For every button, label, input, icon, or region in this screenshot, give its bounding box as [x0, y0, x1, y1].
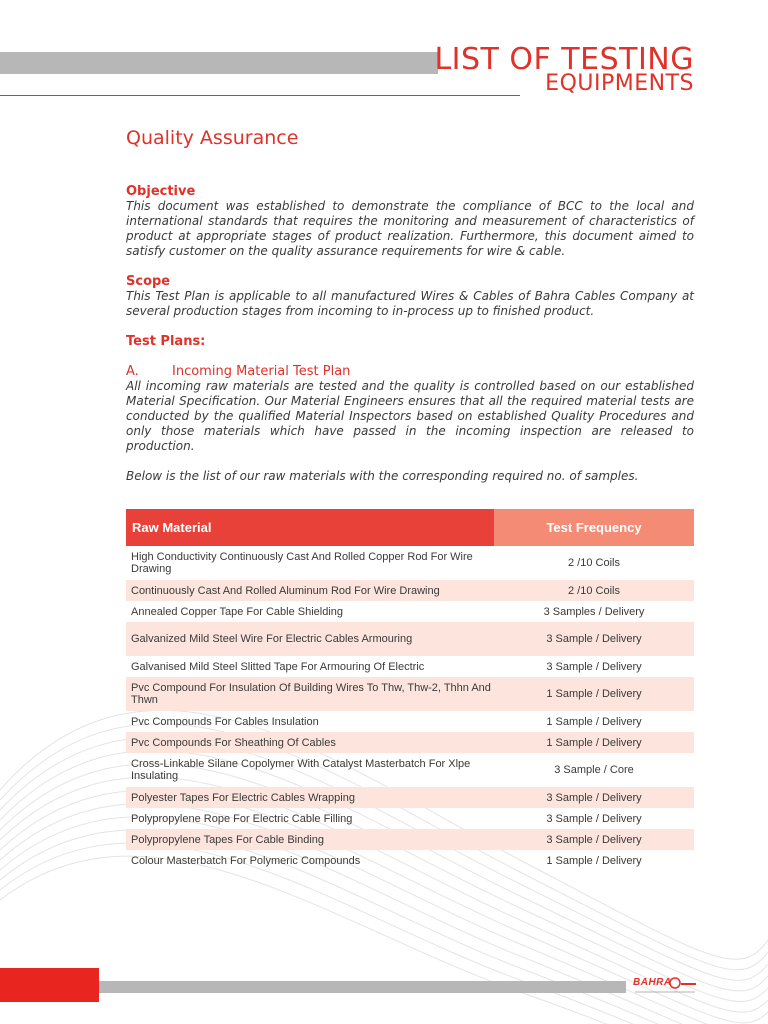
frequency-cell: 1 Sample / Delivery [546, 715, 642, 728]
frequency-cell: 1 Sample / Delivery [546, 854, 642, 867]
frequency-cell: 3 Sample / Delivery [546, 660, 642, 673]
frequency-cell: 1 Sample / Delivery [494, 677, 694, 711]
table-row [126, 677, 694, 711]
table-row [126, 711, 694, 732]
frequency-cell: 1 Sample / Delivery [494, 732, 694, 753]
material-cell: Cross-Linkable Silane Copolymer With Catalyst Masterbatch For Xlpe Insulating [131, 758, 471, 782]
material-cell: Annealed Copper Tape For Cable Shielding [131, 605, 343, 618]
logo-mark-icon [633, 977, 697, 997]
page-title: LIST OF TESTING [434, 42, 694, 77]
footer-gray-bar [99, 981, 626, 993]
table-row [126, 732, 694, 753]
header-red-rule [0, 95, 520, 96]
incoming-plan-title: Incoming Material Test Plan [172, 364, 351, 379]
document-body [126, 184, 694, 484]
incoming-plan-text: All incoming raw materials are tested and the quality is controlled based on our established Material Specification. Our Material Engineers ensures that all the required material tests are conducted by the qualified Material Inspectors based on established Quality Procedures and only those materials which have passed in the incoming inspection are released to production. [126, 379, 694, 453]
material-cell: Colour Masterbatch For Polymeric Compounds [131, 854, 361, 867]
col-header-raw-material: Raw Material [126, 509, 494, 546]
material-cell: Continuously Cast And Rolled Aluminum Rod For Wire Drawing [126, 580, 494, 601]
material-cell: Galvanised Mild Steel Slitted Tape For Armouring Of Electric [131, 660, 425, 673]
incoming-plan-heading [126, 364, 694, 379]
section-title: Quality Assurance [126, 127, 299, 149]
table-row [126, 601, 694, 622]
material-cell: Polyester Tapes For Electric Cables Wrapping [126, 787, 494, 808]
objective-text: This document was established to demonstrate the compliance of BCC to the local and international standards that requires the monitoring and measurement of characteristics of product at appropriate stages of product realization. Furthermore, this document aimed to satisfy customer on the quality assurance requirements for wire & cable. [126, 199, 694, 258]
logo-wordmark: BAHRA [633, 977, 672, 988]
scope-text: This Test Plan is applicable to all manufactured Wires & Cables of Bahra Cables Company at several production stages from incoming to in-process up to finished product. [126, 289, 694, 318]
material-cell: High Conductivity Continuously Cast And Rolled Copper Rod For Wire Drawing [131, 551, 473, 575]
table-header-row [126, 509, 694, 546]
material-cell: Galvanized Mild Steel Wire For Electric Cables Armouring [126, 622, 494, 656]
list-intro-text: Below is the list of our raw materials with the corresponding required no. of samples. [126, 469, 639, 483]
frequency-cell: 3 Sample / Delivery [494, 622, 694, 656]
material-cell: Pvc Compound For Insulation Of Building Wires To Thw, Thw-2, Thhn And Thwn [126, 677, 494, 711]
material-cell: Pvc Compounds For Cables Insulation [131, 715, 319, 728]
incoming-plan-letter: A. [126, 364, 139, 379]
footer-red-block [0, 968, 99, 1002]
table-row [126, 850, 694, 871]
table-row [126, 546, 694, 580]
table-row [126, 656, 694, 677]
table-row [126, 829, 694, 850]
table-row [126, 787, 694, 808]
frequency-cell: 3 Sample / Core [554, 764, 634, 776]
raw-material-table [126, 509, 694, 871]
table-row [126, 808, 694, 829]
scope-heading: Scope [126, 274, 171, 289]
table-row [126, 622, 694, 656]
frequency-cell: 3 Sample / Delivery [494, 829, 694, 850]
frequency-cell: 3 Sample / Delivery [494, 787, 694, 808]
material-cell: Polypropylene Rope For Electric Cable Filling [131, 812, 353, 825]
table-row [126, 580, 694, 601]
material-cell: Pvc Compounds For Sheathing Of Cables [126, 732, 494, 753]
col-header-test-frequency: Test Frequency [494, 509, 694, 546]
table-row [126, 753, 694, 787]
frequency-cell: 3 Samples / Delivery [543, 605, 645, 618]
bahra-logo [633, 977, 697, 997]
frequency-cell: 3 Sample / Delivery [546, 812, 642, 825]
test-plans-heading: Test Plans: [126, 334, 206, 349]
objective-heading: Objective [126, 184, 196, 199]
material-cell: Polypropylene Tapes For Cable Binding [126, 829, 494, 850]
header-gray-bar [0, 52, 438, 74]
frequency-cell: 2 /10 Coils [568, 557, 620, 569]
page-subtitle: EQUIPMENTS [545, 71, 694, 96]
frequency-cell: 2 /10 Coils [494, 580, 694, 601]
